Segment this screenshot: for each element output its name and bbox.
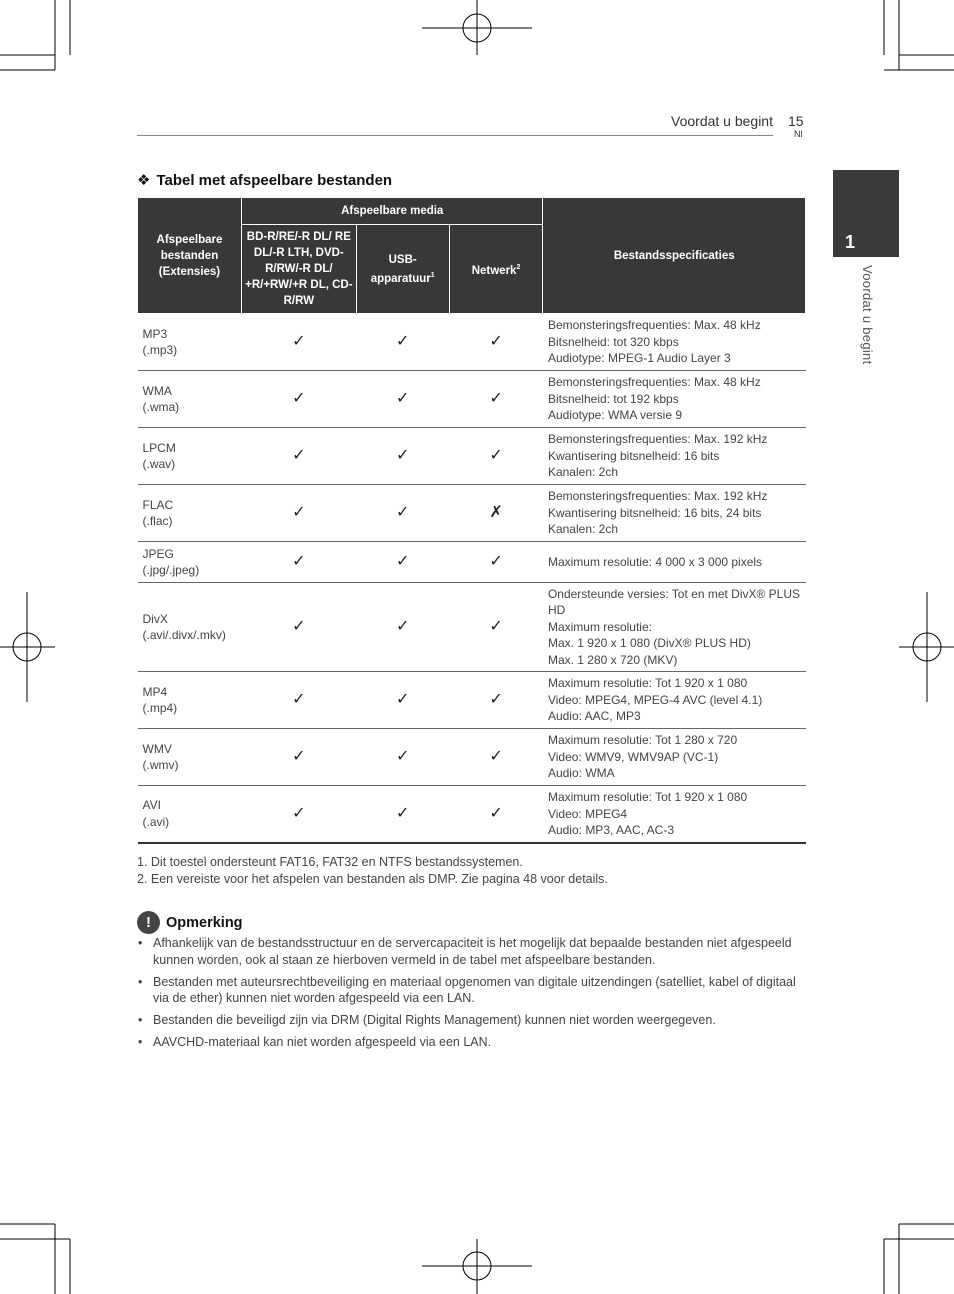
usb-support-check-icon: ✓ (356, 729, 449, 786)
table-row (138, 583, 806, 672)
exclamation-icon: ! (137, 911, 160, 934)
format-name: LPCM (142, 440, 176, 455)
format-extension: (.avi/.divx/.mkv) (142, 628, 226, 642)
format-extension: (.wav) (142, 457, 176, 471)
spec-cell (543, 371, 806, 428)
format-extension: (.mp3) (142, 343, 178, 357)
note-item: • AAVCHD-materiaal kan niet worden afgespeeld via een LAN. (137, 1034, 807, 1051)
disc-support-check-icon: ✓ (241, 314, 356, 371)
table-row (138, 314, 806, 371)
format-cell (138, 672, 242, 729)
network-support-check-icon: ✓ (449, 371, 543, 428)
format-cell (138, 542, 242, 583)
spec-line: Audio: WMA (547, 766, 615, 781)
spec-cell (543, 729, 806, 786)
spec-line: Audiotype: MPEG-1 Audio Layer 3 (547, 351, 731, 366)
format-extension: (.jpg/.jpeg) (142, 563, 200, 577)
spec-line: Bitsnelheid: tot 320 kbps (547, 334, 679, 349)
format-extension: (.avi) (142, 814, 170, 829)
spec-cell (543, 314, 806, 371)
playable-files-table (137, 197, 806, 844)
language-code: Nl (794, 129, 803, 139)
section-title-text: Tabel met afspeelbare bestanden (156, 172, 393, 189)
format-name: MP4 (142, 684, 168, 699)
spec-line: Max. 1 280 x 720 (MKV) (547, 652, 678, 667)
spec-line: Max. 1 920 x 1 080 (DivX® PLUS HD) (547, 636, 751, 651)
running-header-title: Voordat u begint (671, 113, 773, 129)
note-title: Opmerking (166, 914, 243, 931)
disc-support-check-icon: ✓ (241, 672, 356, 729)
spec-cell (543, 428, 806, 485)
header-rule (137, 135, 773, 136)
format-cell (138, 371, 242, 428)
chapter-number: 1 (845, 232, 856, 252)
table-row (138, 672, 806, 729)
footnote-2: 2. Een vereiste voor het afspelen van bestanden als DMP. Zie pagina 48 voor details. (137, 871, 608, 886)
network-support-check-icon: ✓ (449, 786, 543, 843)
table-row (138, 485, 806, 542)
table-row (138, 786, 806, 843)
disc-support-check-icon: ✓ (241, 583, 356, 672)
disc-support-check-icon: ✓ (241, 485, 356, 542)
spec-line: Maximum resolutie: 4 000 x 3 000 pixels (547, 554, 763, 569)
header-playable-files: Afspeelbare bestanden (Extensies) (138, 198, 242, 314)
usb-support-check-icon: ✓ (356, 542, 449, 583)
spec-line: Bitsnelheid: tot 192 kbps (547, 391, 679, 406)
note-list (137, 935, 807, 1056)
usb-support-check-icon: ✓ (356, 428, 449, 485)
network-support-check-icon: ✓ (449, 428, 543, 485)
note-heading (137, 911, 243, 934)
spec-line: Kwantisering bitsnelheid: 16 bits, 24 bits (547, 505, 762, 520)
page-number: 15 (788, 113, 804, 129)
spec-line: Kanalen: 2ch (547, 465, 619, 480)
note-item: • Bestanden die beveiligd zijn via DRM (Digital Rights Management) kunnen niet worden weergegeven. (137, 1012, 807, 1029)
table-row (138, 542, 806, 583)
format-extension: (.wma) (142, 400, 180, 414)
footnote-1: 1. Dit toestel ondersteunt FAT16, FAT32 en NTFS bestandssystemen. (137, 855, 523, 869)
spec-line: Bemonsteringsfrequenties: Max. 192 kHz (547, 489, 768, 504)
spec-line: Bemonsteringsfrequenties: Max. 48 kHz (547, 318, 761, 333)
format-name: DivX (142, 611, 168, 626)
spec-line: Audio: MP3, AAC, AC-3 (547, 823, 675, 837)
format-extension: (.mp4) (142, 701, 178, 715)
spec-line: Bemonsteringsfrequenties: Max. 192 kHz (547, 432, 768, 447)
usb-support-check-icon: ✓ (356, 672, 449, 729)
usb-support-check-icon: ✓ (356, 786, 449, 843)
spec-line: Bemonsteringsfrequenties: Max. 48 kHz (547, 375, 761, 390)
spec-line: Video: MPEG4 (547, 806, 628, 821)
format-name: MP3 (142, 326, 168, 341)
spec-cell (543, 583, 806, 672)
spec-line: Maximum resolutie: (547, 619, 652, 634)
note-item: • Bestanden met auteursrechtbeveiliging en materiaal opgenomen van digitale uitzendingen (satelliet, kabel of digitaal via de ether) kunnen niet worden afgespeeld via een LAN. (137, 974, 807, 1007)
usb-support-check-icon: ✓ (356, 583, 449, 672)
usb-support-check-icon: ✓ (356, 314, 449, 371)
spec-cell (543, 672, 806, 729)
table-row (138, 729, 806, 786)
format-name: WMA (142, 383, 172, 398)
disc-support-check-icon: ✓ (241, 428, 356, 485)
network-support-check-icon: ✓ (449, 314, 543, 371)
diamond-bullet-icon: ❖ (137, 172, 151, 189)
format-name: WMV (142, 741, 172, 756)
format-name: FLAC (142, 497, 174, 512)
disc-support-check-icon: ✓ (241, 542, 356, 583)
spec-line: Ondersteunde versies: Tot en met DivX® PLUS HD (547, 586, 801, 618)
header-file-specifications: Bestandsspecificaties (543, 198, 806, 314)
note-item: • Afhankelijk van de bestandsstructuur en de servercapaciteit is het mogelijk dat bepaalde bestanden niet afgespeeld kunnen worden, ook al staan ze hierboven vermeld in de tabel met afspeelbare bestanden. (137, 935, 807, 968)
table-row (138, 428, 806, 485)
spec-line: Kwantisering bitsnelheid: 16 bits (547, 448, 720, 463)
disc-support-check-icon: ✓ (241, 371, 356, 428)
spec-line: Video: WMV9, WMV9AP (VC-1) (547, 749, 719, 764)
usb-support-check-icon: ✓ (356, 485, 449, 542)
format-extension: (.wmv) (142, 758, 179, 772)
network-support-check-icon: ✓ (449, 729, 543, 786)
spec-cell (543, 542, 806, 583)
spec-line: Maximum resolutie: Tot 1 920 x 1 080 (547, 676, 748, 691)
header-playable-media: Afspeelbare media (241, 198, 543, 225)
format-cell (138, 786, 242, 843)
header-disc: BD-R/RE/-R DL/ RE DL/-R LTH, DVD-R/RW/-R DL/ +R/+RW/+R DL, CD-R/RW (241, 225, 356, 314)
format-cell (138, 583, 242, 672)
format-cell (138, 314, 242, 371)
network-support-check-icon: ✓ (449, 583, 543, 672)
chapter-tab (833, 170, 899, 257)
spec-cell (543, 485, 806, 542)
format-cell (138, 428, 242, 485)
spec-line: Audiotype: WMA versie 9 (547, 408, 683, 423)
spec-line: Maximum resolutie: Tot 1 920 x 1 080 (547, 790, 748, 804)
spec-line: Audio: AAC, MP3 (547, 709, 641, 724)
spec-line: Kanalen: 2ch (547, 522, 619, 537)
spec-line: Maximum resolutie: Tot 1 280 x 720 (547, 733, 738, 748)
usb-support-check-icon: ✓ (356, 371, 449, 428)
footnotes (137, 854, 608, 887)
header-network: Netwerk$^2$ (449, 225, 543, 314)
disc-support-check-icon: ✓ (241, 786, 356, 843)
table-row (138, 371, 806, 428)
network-support-check-icon: ✓ (449, 672, 543, 729)
format-name: AVI (142, 798, 161, 813)
chapter-tab-label: Voordat u begint (860, 265, 875, 365)
spec-cell (543, 786, 806, 843)
format-name: JPEG (142, 546, 174, 561)
disc-support-check-icon: ✓ (241, 729, 356, 786)
network-support-cross-icon: ✗ (449, 485, 543, 542)
spec-line: Video: MPEG4, MPEG-4 AVC (level 4.1) (547, 692, 763, 707)
format-extension: (.flac) (142, 514, 173, 528)
section-title (137, 171, 392, 189)
header-usb: USB-apparatuur$^1$ (356, 225, 449, 314)
network-support-check-icon: ✓ (449, 542, 543, 583)
format-cell (138, 485, 242, 542)
format-cell (138, 729, 242, 786)
